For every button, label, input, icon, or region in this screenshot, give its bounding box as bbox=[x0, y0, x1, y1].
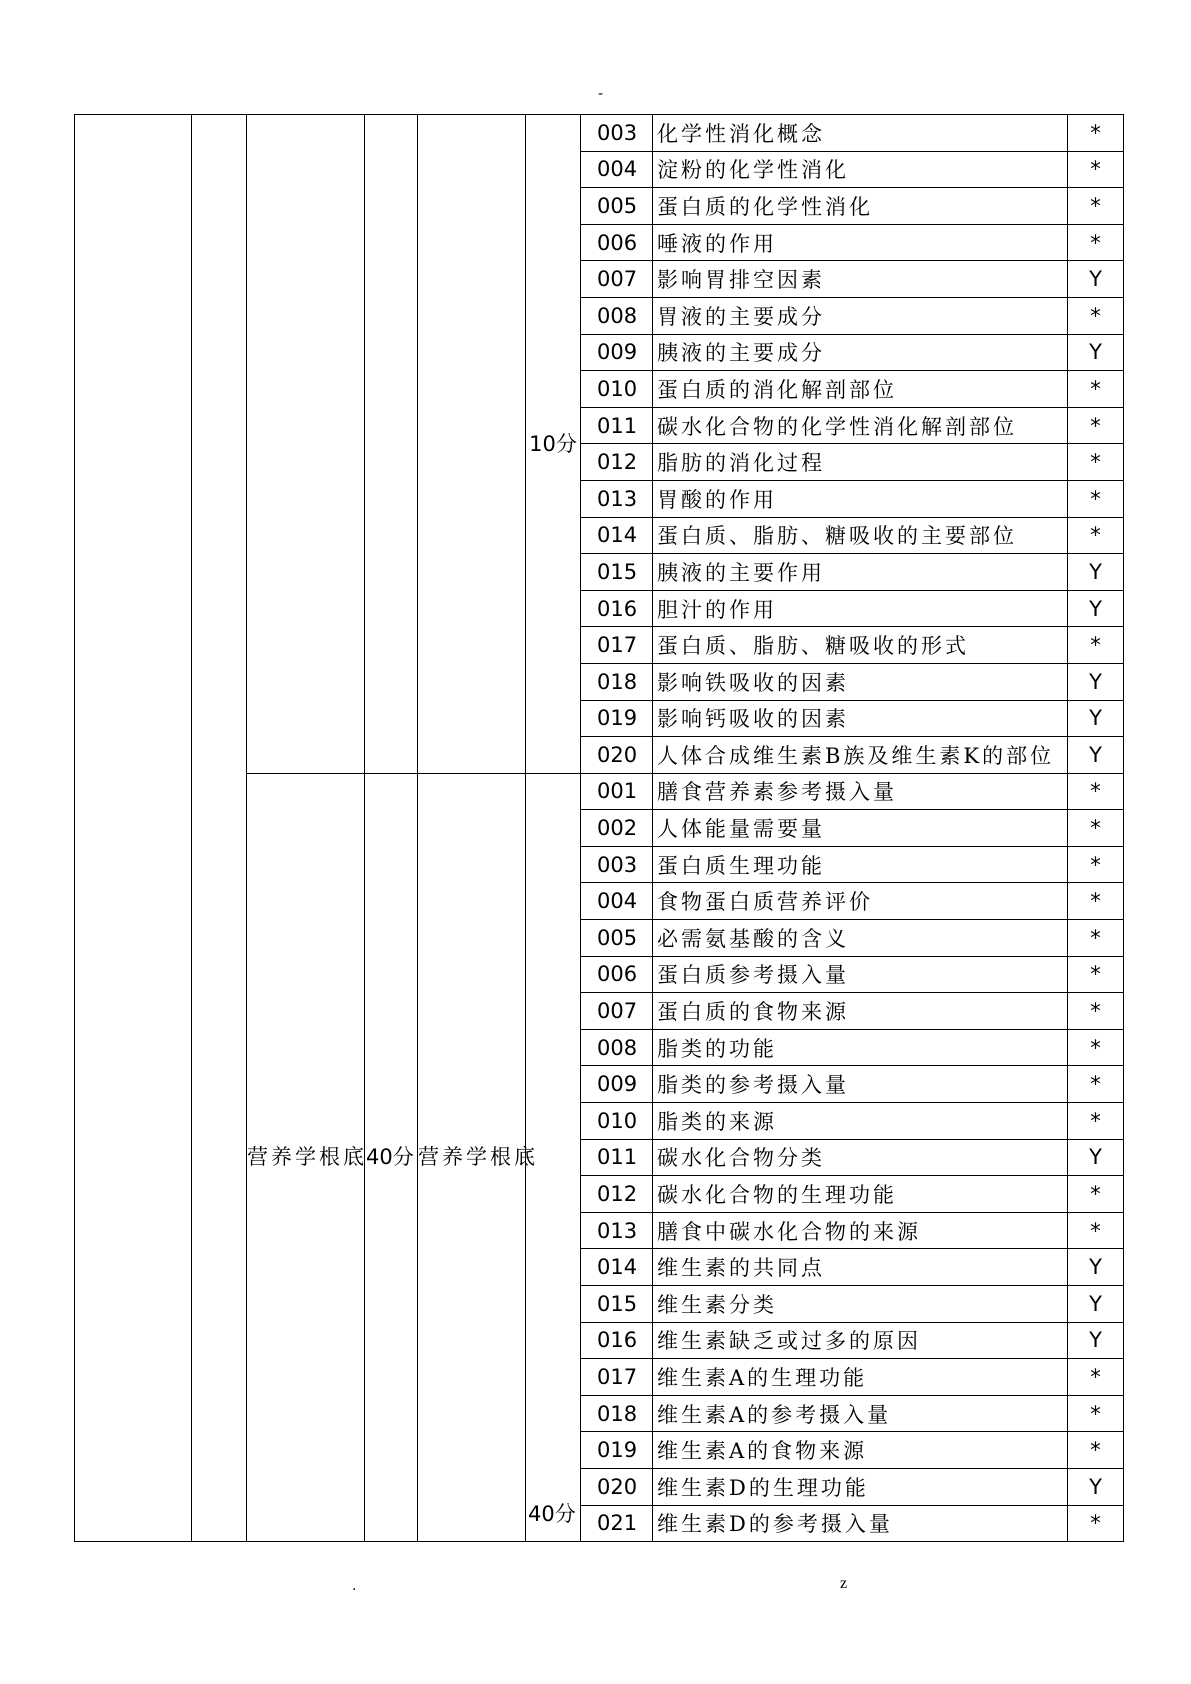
section2-subject: 营养学根底 bbox=[247, 773, 365, 1541]
item-code: 012 bbox=[581, 1176, 653, 1213]
item-text: 必需氨基酸的含义 bbox=[653, 920, 1068, 957]
item-mark: * bbox=[1068, 297, 1124, 334]
item-mark: Y bbox=[1068, 1249, 1124, 1286]
item-code: 014 bbox=[581, 517, 653, 554]
item-text: 脂肪的消化过程 bbox=[653, 444, 1068, 481]
item-code: 018 bbox=[581, 663, 653, 700]
item-text: 碳水化合物的化学性消化解剖部位 bbox=[653, 407, 1068, 444]
section2-score: 40分 bbox=[526, 773, 581, 1541]
item-mark: * bbox=[1068, 480, 1124, 517]
item-code: 010 bbox=[581, 371, 653, 408]
item-text: 蛋白质生理功能 bbox=[653, 846, 1068, 883]
item-text: 脂类的功能 bbox=[653, 1029, 1068, 1066]
item-text: 胃液的主要成分 bbox=[653, 297, 1068, 334]
item-text: 胃酸的作用 bbox=[653, 480, 1068, 517]
item-mark: * bbox=[1068, 883, 1124, 920]
level-cell bbox=[75, 115, 192, 1542]
item-text: 蛋白质、脂肪、糖吸收的主要部位 bbox=[653, 517, 1068, 554]
item-code: 013 bbox=[581, 1212, 653, 1249]
item-mark: * bbox=[1068, 1432, 1124, 1469]
item-mark: * bbox=[1068, 1359, 1124, 1396]
item-mark: * bbox=[1068, 188, 1124, 225]
item-mark: * bbox=[1068, 1029, 1124, 1066]
subject-score-cell-empty bbox=[365, 115, 418, 774]
item-code: 020 bbox=[581, 737, 653, 774]
item-code: 005 bbox=[581, 188, 653, 225]
item-mark: * bbox=[1068, 224, 1124, 261]
item-mark: * bbox=[1068, 1176, 1124, 1213]
item-mark: Y bbox=[1068, 1468, 1124, 1505]
item-text: 人体能量需要量 bbox=[653, 810, 1068, 847]
item-text: 胰液的主要作用 bbox=[653, 554, 1068, 591]
item-text: 食物蛋白质营养评价 bbox=[653, 883, 1068, 920]
item-mark: * bbox=[1068, 151, 1124, 188]
item-code: 008 bbox=[581, 1029, 653, 1066]
item-code: 019 bbox=[581, 1432, 653, 1469]
item-mark: * bbox=[1068, 444, 1124, 481]
item-code: 014 bbox=[581, 1249, 653, 1286]
footer-left-mark: . bbox=[352, 1578, 357, 1594]
item-mark: * bbox=[1068, 1066, 1124, 1103]
item-code: 002 bbox=[581, 810, 653, 847]
item-text: 蛋白质参考摄入量 bbox=[653, 956, 1068, 993]
item-code: 001 bbox=[581, 773, 653, 810]
item-code: 015 bbox=[581, 554, 653, 591]
item-code: 007 bbox=[581, 261, 653, 298]
table-row bbox=[75, 115, 1124, 152]
item-text: 维生素D的参考摄入量 bbox=[653, 1505, 1068, 1542]
item-mark: Y bbox=[1068, 1139, 1124, 1176]
item-text: 维生素的共同点 bbox=[653, 1249, 1068, 1286]
item-mark: * bbox=[1068, 993, 1124, 1030]
type-cell bbox=[192, 115, 247, 1542]
item-mark: * bbox=[1068, 810, 1124, 847]
item-mark: Y bbox=[1068, 700, 1124, 737]
item-code: 017 bbox=[581, 1359, 653, 1396]
item-mark: * bbox=[1068, 846, 1124, 883]
item-code: 003 bbox=[581, 846, 653, 883]
item-mark: Y bbox=[1068, 590, 1124, 627]
item-code: 006 bbox=[581, 956, 653, 993]
item-code: 020 bbox=[581, 1468, 653, 1505]
syllabus-body bbox=[75, 115, 1124, 1542]
item-code: 003 bbox=[581, 115, 653, 152]
item-text: 维生素D的生理功能 bbox=[653, 1468, 1068, 1505]
item-mark: Y bbox=[1068, 1322, 1124, 1359]
item-code: 010 bbox=[581, 1103, 653, 1140]
item-mark: * bbox=[1068, 1212, 1124, 1249]
item-mark: * bbox=[1068, 920, 1124, 957]
item-mark: Y bbox=[1068, 261, 1124, 298]
item-mark: Y bbox=[1068, 737, 1124, 774]
item-mark: * bbox=[1068, 956, 1124, 993]
item-code: 004 bbox=[581, 151, 653, 188]
item-text: 维生素分类 bbox=[653, 1286, 1068, 1323]
item-text: 蛋白质的化学性消化 bbox=[653, 188, 1068, 225]
item-mark: * bbox=[1068, 407, 1124, 444]
item-mark: * bbox=[1068, 773, 1124, 810]
item-code: 021 bbox=[581, 1505, 653, 1542]
section1-score: 10分 bbox=[526, 115, 581, 774]
header-mark: - bbox=[598, 86, 604, 102]
item-text: 维生素缺乏或过多的原因 bbox=[653, 1322, 1068, 1359]
item-text: 脂类的来源 bbox=[653, 1103, 1068, 1140]
item-code: 016 bbox=[581, 590, 653, 627]
item-mark: Y bbox=[1068, 334, 1124, 371]
item-mark: Y bbox=[1068, 1286, 1124, 1323]
item-code: 011 bbox=[581, 407, 653, 444]
item-code: 009 bbox=[581, 1066, 653, 1103]
item-text: 影响钙吸收的因素 bbox=[653, 700, 1068, 737]
item-text: 脂类的参考摄入量 bbox=[653, 1066, 1068, 1103]
item-code: 015 bbox=[581, 1286, 653, 1323]
item-code: 016 bbox=[581, 1322, 653, 1359]
item-code: 012 bbox=[581, 444, 653, 481]
item-code: 009 bbox=[581, 334, 653, 371]
item-mark: * bbox=[1068, 517, 1124, 554]
footer-right-mark: z bbox=[840, 1575, 848, 1592]
item-code: 007 bbox=[581, 993, 653, 1030]
item-code: 019 bbox=[581, 700, 653, 737]
item-code: 011 bbox=[581, 1139, 653, 1176]
item-mark: * bbox=[1068, 1505, 1124, 1542]
item-text: 碳水化合物分类 bbox=[653, 1139, 1068, 1176]
item-text: 膳食营养素参考摄入量 bbox=[653, 773, 1068, 810]
unit-cell-empty bbox=[418, 115, 526, 774]
item-text: 维生素A的参考摄入量 bbox=[653, 1395, 1068, 1432]
item-code: 013 bbox=[581, 480, 653, 517]
item-mark: * bbox=[1068, 371, 1124, 408]
syllabus-table bbox=[74, 114, 1124, 1542]
item-text: 维生素A的生理功能 bbox=[653, 1359, 1068, 1396]
subject-cell-empty bbox=[247, 115, 365, 774]
item-text: 蛋白质的消化解剖部位 bbox=[653, 371, 1068, 408]
item-text: 蛋白质、脂肪、糖吸收的形式 bbox=[653, 627, 1068, 664]
item-code: 008 bbox=[581, 297, 653, 334]
item-mark: * bbox=[1068, 627, 1124, 664]
item-mark: * bbox=[1068, 1395, 1124, 1432]
item-text: 膳食中碳水化合物的来源 bbox=[653, 1212, 1068, 1249]
item-mark: Y bbox=[1068, 554, 1124, 591]
item-text: 化学性消化概念 bbox=[653, 115, 1068, 152]
item-text: 影响胃排空因素 bbox=[653, 261, 1068, 298]
item-text: 人体合成维生素B族及维生素K的部位 bbox=[653, 737, 1068, 774]
item-code: 017 bbox=[581, 627, 653, 664]
item-text: 蛋白质的食物来源 bbox=[653, 993, 1068, 1030]
item-code: 005 bbox=[581, 920, 653, 957]
item-text: 唾液的作用 bbox=[653, 224, 1068, 261]
item-text: 维生素A的食物来源 bbox=[653, 1432, 1068, 1469]
item-mark: * bbox=[1068, 115, 1124, 152]
item-text: 胰液的主要成分 bbox=[653, 334, 1068, 371]
item-code: 006 bbox=[581, 224, 653, 261]
section2-subject-score: 40分 bbox=[365, 773, 418, 1541]
item-code: 018 bbox=[581, 1395, 653, 1432]
item-text: 胆汁的作用 bbox=[653, 590, 1068, 627]
item-code: 004 bbox=[581, 883, 653, 920]
section2-unit: 营养学根底 bbox=[418, 773, 526, 1541]
item-mark: Y bbox=[1068, 663, 1124, 700]
item-mark: * bbox=[1068, 1103, 1124, 1140]
item-text: 碳水化合物的生理功能 bbox=[653, 1176, 1068, 1213]
item-text: 影响铁吸收的因素 bbox=[653, 663, 1068, 700]
item-text: 淀粉的化学性消化 bbox=[653, 151, 1068, 188]
